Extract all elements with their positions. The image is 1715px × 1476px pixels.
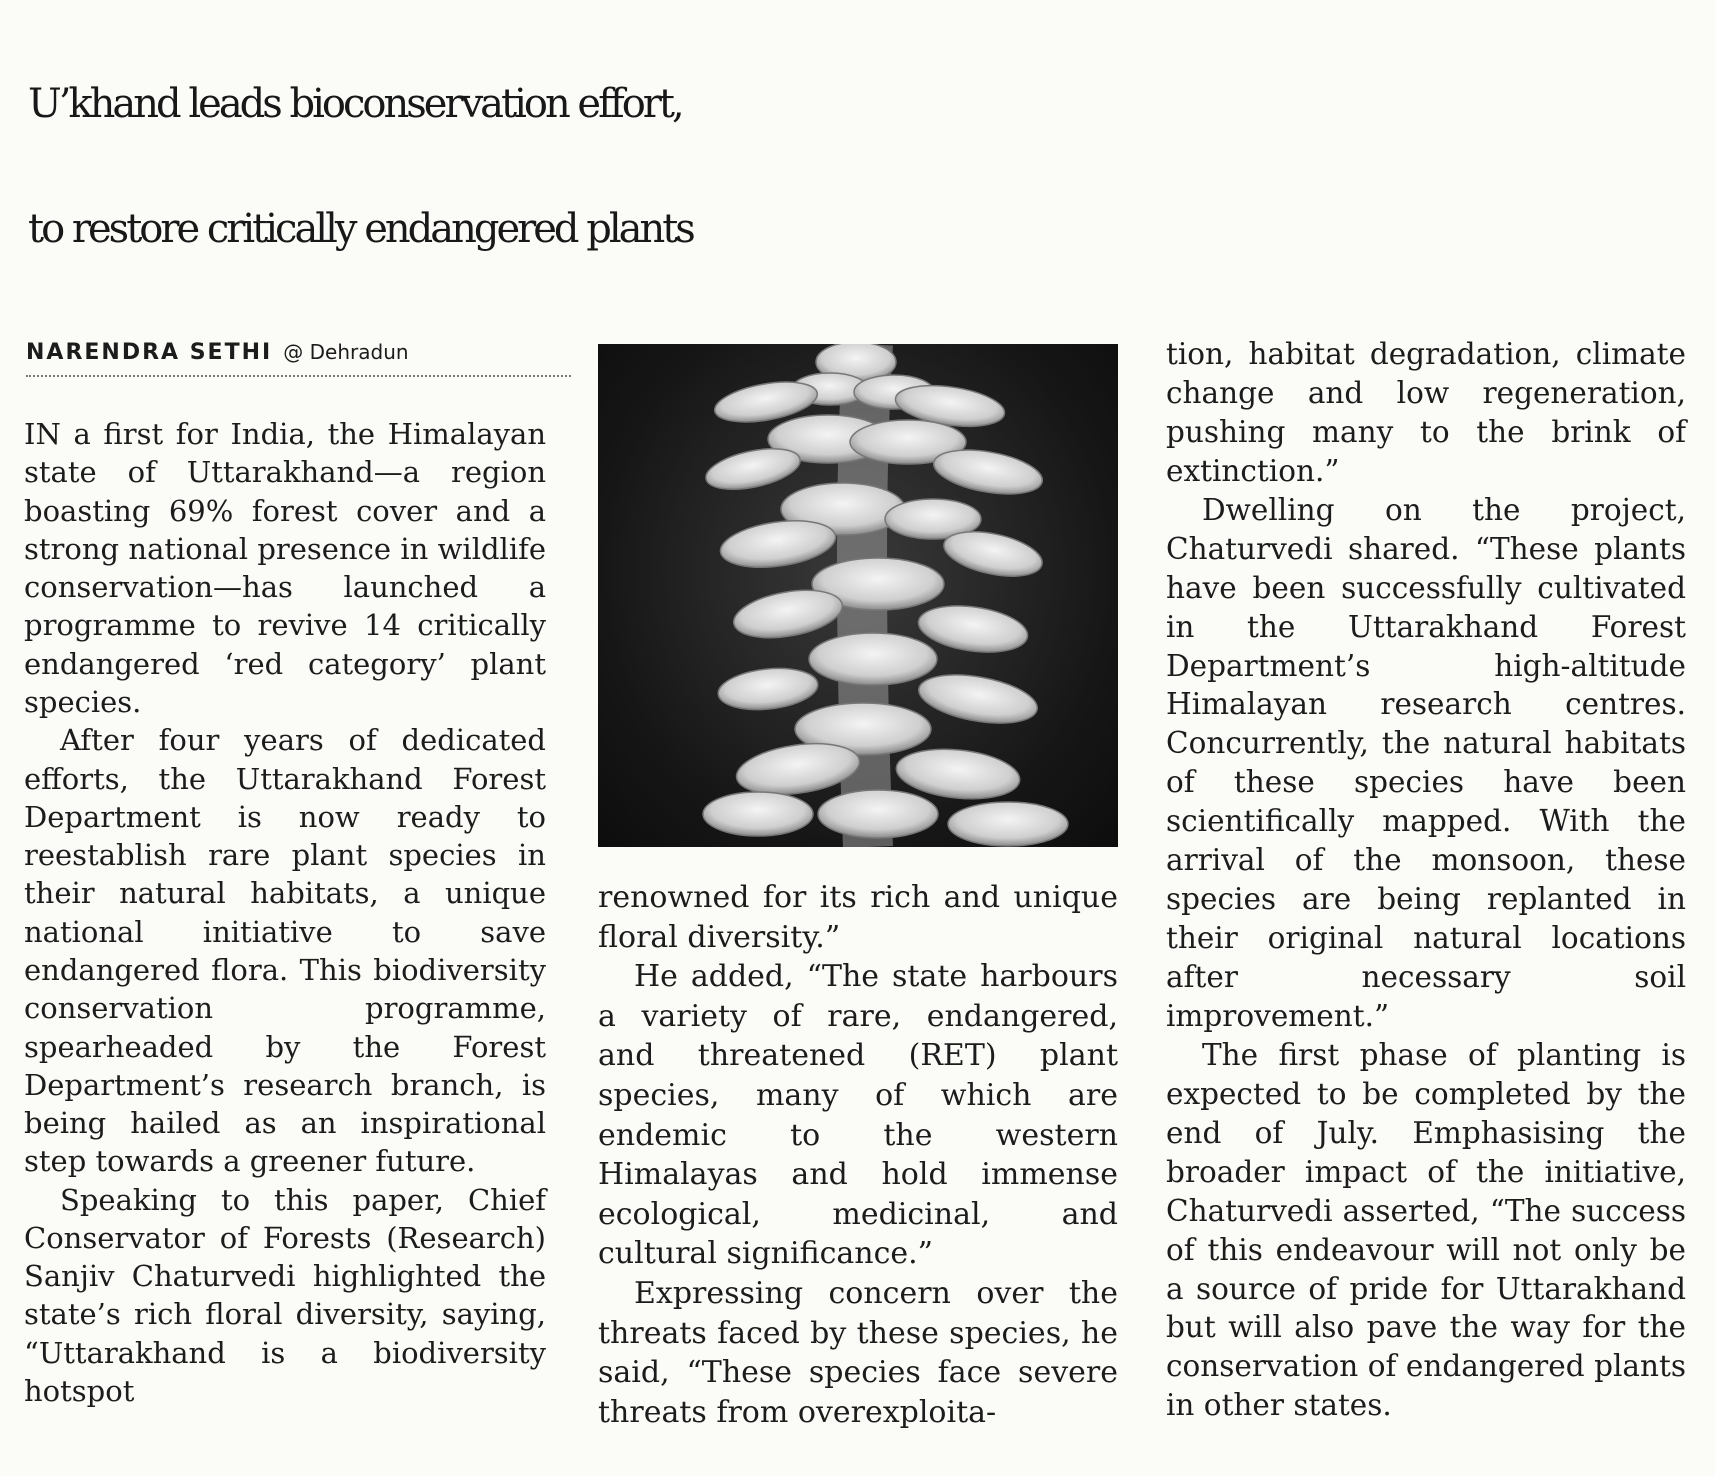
paragraph: Speaking to this paper, Chief Conservator of Forests (Research) Sanjiv Chaturvedi highlighted the state’s rich floral diversity, saying, “Uttarakhand is a biodiversity hotspot bbox=[24, 1182, 546, 1409]
flower-spike-illustration bbox=[598, 344, 1118, 847]
paragraph: tion, habitat degradation, climate change and low regeneration, pushing many to the brink of extinction.” bbox=[1166, 337, 1686, 488]
byline-place: @ Dehradun bbox=[283, 340, 409, 364]
paragraph: Dwelling on the project, Chaturvedi shared. “These plants have been successfully cultivated in the Uttarakhand Forest Department’s high-altitude Himalayan research centres. Concurrently, the natural habitats of these species have been scientifically mapped. With the arrival of the monsoon, these species are being replanted in their original natural locations after necessary soil improvement.” bbox=[1166, 492, 1686, 1033]
paragraph: He added, “The state harbours a variety of rare, endangered, and threatened (RET) plant species, many of which are endemic to the western Himalayas and hold immense ecological, medicinal, and cultural significance.” bbox=[598, 959, 1118, 1272]
paragraph: The first phase of planting is expected to be completed by the end of July. Emphasising the broader impact of the initiative, Chaturvedi asserted, “The success of this endeavour will not only be a source of pride for Uttarakhand but will also pave the way for the conservation of endangered plants in other states. bbox=[1166, 1037, 1686, 1423]
byline bbox=[26, 340, 571, 377]
paragraph: Expressing concern over the threats faced by these species, he said, “These species face severe threats from overexploita- bbox=[598, 1275, 1118, 1430]
flower-spike-image bbox=[598, 344, 1118, 847]
article-column-3 bbox=[1166, 335, 1686, 1425]
headline-line-1: U’khand leads bioconservation effort, bbox=[28, 81, 682, 127]
headline-line-2: to restore critically endangered plants bbox=[28, 206, 693, 252]
article-column-2 bbox=[598, 878, 1118, 1432]
headline bbox=[28, 42, 1688, 292]
paragraph: renowned for its rich and unique floral diversity.” bbox=[598, 880, 1118, 955]
article-column-1 bbox=[24, 415, 546, 1410]
byline-author: NARENDRA SETHI bbox=[26, 340, 273, 365]
paragraph: IN a first for India, the Himalayan state of Uttarakhand—a region boasting 69% forest cover and a strong national presence in wildlife conservation—has launched a programme to revive 14 critically endangered ‘red category’ plant species. bbox=[24, 417, 546, 719]
paragraph: After four years of dedicated efforts, the Uttarakhand Forest Department is now ready to reestablish rare plant species in their natural habitats, a unique national initiative to save endangered flora. This biodiversity conservation programme, spearheaded by the Forest Department’s research branch, is being hailed as an inspirational step towards a greener future. bbox=[24, 723, 546, 1179]
